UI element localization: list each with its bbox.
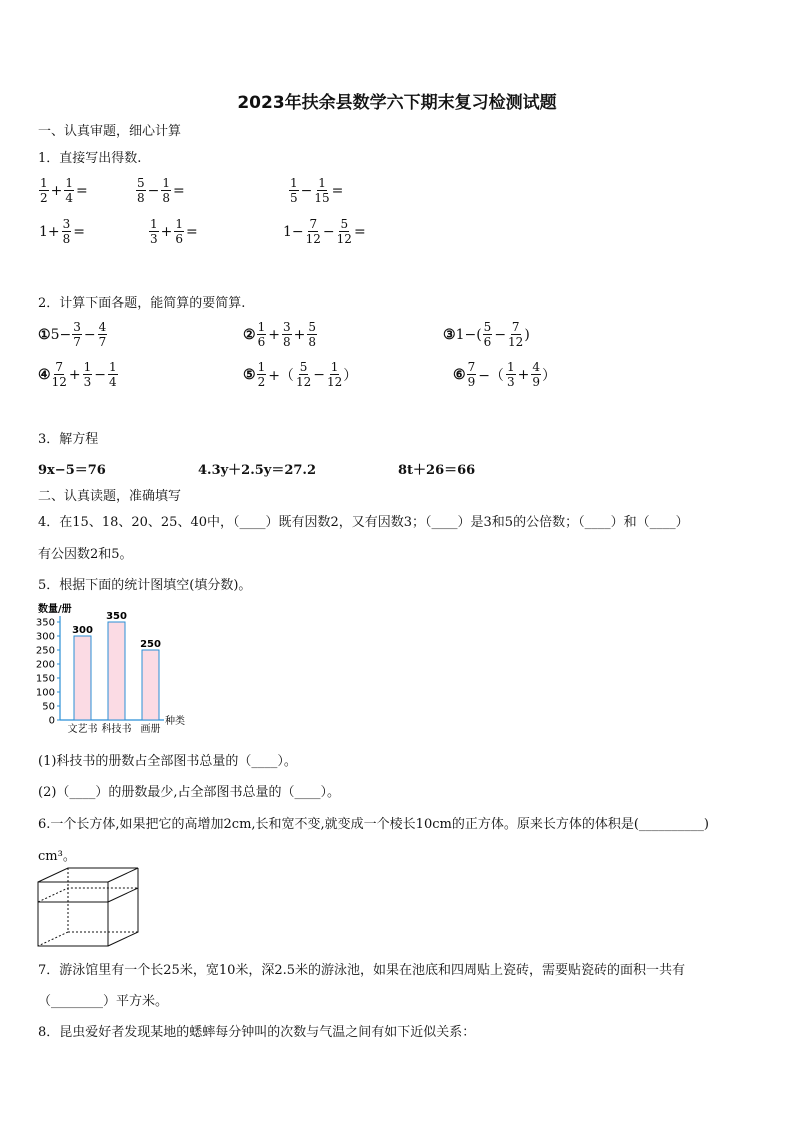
chart-category-label: 科技书: [101, 724, 132, 735]
fraction: $\frac{7}{12}$: [305, 217, 321, 246]
cube-hidden-edge-2: [38, 932, 68, 946]
chart-y-tick-label: 200: [36, 659, 55, 671]
fraction: $\frac{7}{12}$: [51, 360, 67, 389]
chart-data-label: 250: [140, 639, 161, 650]
fraction: $\frac{1}{3}$: [506, 360, 515, 389]
question-2-label: 2．计算下面各题，能简算的要简算.: [38, 296, 246, 311]
q2-expr-2: ② $\frac{1}{6}$ + $\frac{3}{8}$ + $\frac{5}{8}$: [243, 320, 316, 349]
equation-3: 8t＋26＝66: [398, 463, 476, 478]
fraction: $\frac{5}{6}$: [483, 320, 492, 349]
chart-bar: [142, 650, 159, 720]
equation-1: 9x−5＝76: [38, 463, 106, 478]
question-1-label: 1．直接写出得数.: [38, 151, 142, 166]
q2-expr-6: ⑥ $\frac{7}{9}$ −（ $\frac{1}{3}$ + $\frac{4}{9}$ ）: [453, 360, 556, 389]
fraction: $\frac{7}{12}$: [508, 320, 524, 349]
question-5-part-2: (2)（____）的册数最少,占全部图书总量的（____）。: [38, 785, 341, 800]
fraction: $\frac{4}{9}$: [532, 360, 540, 389]
fraction: $\frac{5}{12}$: [336, 217, 352, 246]
chart-y-tick-label: 250: [36, 645, 55, 657]
section-2-heading: 二、认真读题，准确填写: [38, 489, 182, 504]
fraction: $\frac{1}{5}$: [290, 176, 298, 205]
cube-front-face: [38, 882, 108, 946]
chart-y-tick-label: 150: [36, 673, 55, 685]
q1-item-4: 1+ $\frac{3}{8}$ =: [39, 217, 86, 246]
chart-data-label: 300: [72, 625, 93, 636]
question-5-label: 5．根据下面的统计图填空(填分数)。: [38, 578, 252, 593]
fraction: $\frac{1}{3}$: [150, 217, 158, 246]
question-4-line-2: 有公因数2和5。: [38, 547, 133, 562]
fraction: $\frac{5}{12}$: [295, 360, 312, 389]
chart-category-label: 画册: [140, 724, 161, 735]
equation-2: 4.3y＋2.5y＝27.2: [198, 463, 317, 478]
q2-expr-1: ① 5− $\frac{3}{7}$ − $\frac{4}{7}$: [38, 320, 107, 349]
q1-item-2: $\frac{5}{8}$ − $\frac{1}{8}$ =: [137, 176, 185, 205]
cuboid-figure: [36, 866, 140, 948]
q2-expr-5: ⑤ $\frac{1}{2}$ +（ $\frac{5}{12}$ − $\frac{1}{12}$ ）: [243, 360, 358, 389]
chart-y-tick-label: 300: [36, 631, 55, 643]
bar-chart: [36, 600, 206, 740]
question-4-line-1: 4．在15、18、20、25、40中，（____）既有因数2，又有因数3；（____）是3和5的公倍数；（____）和（____）: [38, 515, 689, 530]
fraction: $\frac{1}{2}$: [40, 176, 48, 205]
fraction: $\frac{3}{8}$: [62, 217, 71, 246]
q1-item-6: 1− $\frac{7}{12}$ − $\frac{5}{12}$ =: [283, 217, 366, 246]
fraction: $\frac{1}{4}$: [65, 176, 74, 205]
chart-y-tick-label: 100: [36, 687, 55, 699]
question-7-line-1: 7．游泳馆里有一个长25米，宽10米，深2.5米的游泳池，如果在池底和四周贴上瓷砖，需要贴瓷砖的面积一共有: [38, 963, 686, 978]
cuboid-height-edge: [108, 888, 138, 902]
q2-expr-4: ④ $\frac{7}{12}$ + $\frac{1}{3}$ − $\frac{1}{4}$: [38, 360, 117, 389]
fraction: $\frac{5}{8}$: [137, 176, 145, 205]
fraction: $\frac{1}{15}$: [314, 176, 330, 205]
question-5-part-1: (1)科技书的册数占全部图书总量的（____）。: [38, 754, 297, 769]
fraction: $\frac{5}{8}$: [308, 320, 316, 349]
cube-top-face: [38, 868, 138, 882]
question-8-line-1: 8．昆虫爱好者发现某地的蟋蟀每分钟叫的次数与气温之间有如下近似关系：: [38, 1025, 476, 1040]
question-7-line-2: （________）平方米。: [38, 994, 169, 1009]
fraction: $\frac{1}{4}$: [108, 360, 117, 389]
q2-expr-3: ③ 1−( $\frac{5}{6}$ − $\frac{7}{12}$ ): [443, 320, 530, 349]
fraction: $\frac{7}{9}$: [467, 360, 476, 389]
fraction: $\frac{1}{2}$: [257, 360, 266, 389]
fraction: $\frac{3}{7}$: [73, 320, 81, 349]
q1-item-5: $\frac{1}{3}$ + $\frac{1}{6}$ =: [150, 217, 198, 246]
chart-bar: [108, 622, 125, 720]
page-title: 2023年扶余县数学六下期末复习检测试题: [237, 93, 557, 113]
fraction: $\frac{4}{7}$: [98, 320, 107, 349]
fraction: $\frac{1}{3}$: [83, 360, 92, 389]
fraction: $\frac{1}{6}$: [257, 320, 266, 349]
chart-y-axis-title: 数量/册: [38, 604, 72, 615]
fraction: $\frac{3}{8}$: [282, 320, 291, 349]
chart-data-label: 350: [106, 611, 127, 622]
fraction: $\frac{1}{12}$: [326, 360, 343, 389]
question-3-label: 3．解方程: [38, 432, 99, 447]
q1-item-3: $\frac{1}{5}$ − $\frac{1}{15}$ =: [290, 176, 344, 205]
question-6-line-1: 6.一个长方体,如果把它的高增加2cm,长和宽不变,就变成一个棱长10cm的正方体。原来长方体的体积是(__________): [38, 817, 709, 832]
chart-x-axis-title: 种类: [165, 716, 185, 727]
chart-y-tick-label: 50: [42, 701, 55, 713]
chart-y-tick-label: 350: [36, 617, 55, 629]
chart-category-label: 文艺书: [67, 724, 98, 735]
fraction: $\frac{1}{8}$: [162, 176, 171, 205]
chart-bar: [74, 636, 91, 720]
question-6-line-2: cm³。: [38, 849, 76, 864]
chart-y-tick-label: 0: [48, 715, 55, 727]
q1-item-1: $\frac{1}{2}$ + $\frac{1}{4}$ =: [40, 176, 88, 205]
section-1-heading: 一、认真审题，细心计算: [38, 124, 182, 139]
fraction: $\frac{1}{6}$: [175, 217, 184, 246]
